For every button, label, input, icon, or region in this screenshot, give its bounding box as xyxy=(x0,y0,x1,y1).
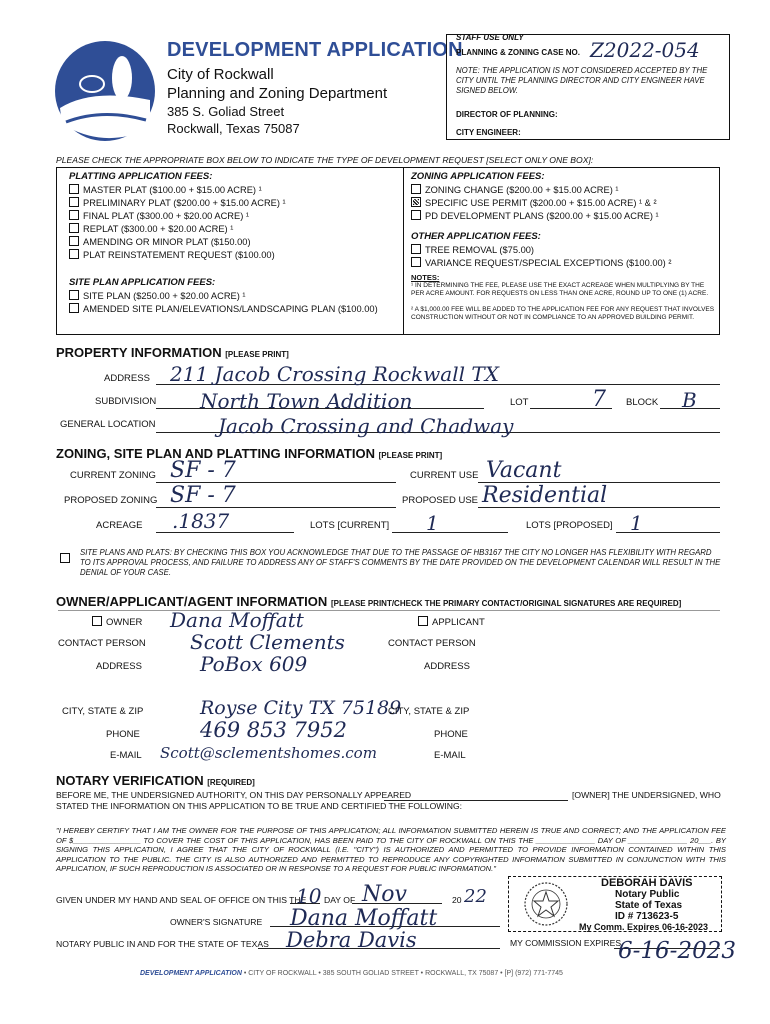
checkbox-icon[interactable] xyxy=(411,257,421,267)
subdivision-label: SUBDIVISION xyxy=(95,396,157,407)
notes-one: ¹ IN DETERMINING THE FEE, PLEASE USE THE EXACT ACREAGE WHEN MULTIPLYING BY THE PER ACRE AMOUNT. FOR REQUESTS ON LESS THAN ONE ACRE, ROUND UP TO ONE (1) ACRE. xyxy=(411,282,709,297)
city-name: City of Rockwall xyxy=(167,66,274,83)
stamp-name: DEBORAH DAVIS xyxy=(601,877,693,889)
notary-stamp xyxy=(508,876,722,932)
platting-fees-list xyxy=(69,184,286,262)
fee-option-preliminary-plat[interactable]: PRELIMINARY PLAT ($200.00 + $15.00 ACRE) ¹ xyxy=(69,197,286,210)
proposed-zoning-label: PROPOSED ZONING xyxy=(64,495,158,506)
given-under-label: GIVEN UNDER MY HAND AND SEAL OF OFFICE ON THIS THE xyxy=(56,895,307,905)
owner-email-value[interactable]: Scott@sclementshomes.com xyxy=(160,744,377,762)
lots-current-value[interactable]: 1 xyxy=(426,511,439,535)
stamp-id: ID # 713623-5 xyxy=(615,911,679,922)
owner-address-value[interactable]: PoBox 609 xyxy=(200,652,308,676)
commission-expires-value[interactable]: 6-16-2023 xyxy=(618,938,736,964)
owner-city-label: CITY, STATE & ZIP xyxy=(62,706,144,717)
proposed-use-label: PROPOSED USE xyxy=(402,495,479,506)
checkbox-icon[interactable] xyxy=(69,197,79,207)
notary-line-one-end: [OWNER] THE UNDERSIGNED, WHO xyxy=(572,790,721,800)
block-value[interactable]: B xyxy=(682,388,697,412)
notes-two: ² A $1,000.00 FEE WILL BE ADDED TO THE APPLICATION FEE FOR ANY REQUEST THAT INVOLVES CONSTRUCTION WITHOUT OR NOT IN COMPLIANCE TO AN APPROVED BUILDING PERMIT. xyxy=(411,306,715,321)
lot-label: LOT xyxy=(510,397,529,408)
checkbox-icon[interactable] xyxy=(418,616,428,626)
acreage-value[interactable]: .1837 xyxy=(172,509,230,533)
fee-option-zoning-change[interactable]: ZONING CHANGE ($200.00 + $15.00 ACRE) ¹ xyxy=(411,184,659,197)
checkbox-icon[interactable] xyxy=(60,553,70,563)
notary-year-value[interactable]: 22 xyxy=(464,886,487,907)
proposed-use-value[interactable]: Residential xyxy=(482,483,608,508)
footer-address: • CITY OF ROCKWALL • 385 SOUTH GOLIAD STREET • ROCKWALL, TX 75087 • [P] (972) 771-7745 xyxy=(241,970,563,977)
staff-note: NOTE: THE APPLICATION IS NOT CONSIDERED ACCEPTED BY THE CITY UNTIL THE PLANNING DIRECTOR AND CITY ENGINEER HAVE SIGNED BELOW. xyxy=(456,66,708,95)
notary-public-label: NOTARY PUBLIC IN AND FOR THE STATE OF TEXAS xyxy=(56,939,269,949)
subdivision-value[interactable]: North Town Addition xyxy=(200,389,413,413)
applicant-phone-label: PHONE xyxy=(434,729,468,740)
stamp-state: State of Texas xyxy=(615,900,683,911)
notary-line-one: BEFORE ME, THE UNDERSIGNED AUTHORITY, ON THIS DAY PERSONALLY APPEARED xyxy=(56,790,412,800)
general-location-label: GENERAL LOCATION xyxy=(60,419,156,430)
case-number-label: PLANNING & ZONING CASE NO. xyxy=(456,48,581,57)
checkbox-icon[interactable] xyxy=(69,184,79,194)
fee-option-specific-use-permit[interactable]: SPECIFIC USE PERMIT ($200.00 + $15.00 ACRE) ¹ & ² xyxy=(411,197,659,210)
platting-fees-heading: PLATTING APPLICATION FEES: xyxy=(69,171,213,182)
footer-text xyxy=(140,970,563,977)
notary-line-two: STATED THE INFORMATION ON THIS APPLICATION TO BE TRUE AND CERTIFIED THE FOLLOWING: xyxy=(56,801,463,811)
general-location-value[interactable]: Jacob Crossing and Chadway xyxy=(218,414,514,438)
texas-seal-icon xyxy=(523,881,569,927)
checkbox-icon[interactable] xyxy=(92,616,102,626)
engineer-label: CITY ENGINEER: xyxy=(456,128,521,137)
proposed-zoning-value[interactable]: SF - 7 xyxy=(170,483,236,508)
form-title: DEVELOPMENT APPLICATION xyxy=(167,39,463,61)
checkbox-icon[interactable] xyxy=(411,244,421,254)
checkbox-icon[interactable] xyxy=(411,210,421,220)
owner-signature: Dana Moffatt xyxy=(290,906,438,931)
fee-option-amended-site-plan[interactable]: AMENDED SITE PLAN/ELEVATIONS/LANDSCAPING PLAN ($100.00) xyxy=(69,303,378,316)
fee-option-plat-reinstatement[interactable]: PLAT REINSTATEMENT REQUEST ($100.00) xyxy=(69,249,286,262)
notary-heading: NOTARY VERIFICATION [REQUIRED] xyxy=(56,773,255,788)
block-label: BLOCK xyxy=(626,397,659,408)
owner-certification: "I HEREBY CERTIFY THAT I AM THE OWNER FOR THE PURPOSE OF THIS APPLICATION; ALL INFORMATION SUBMITTED HEREIN IS TRUE AND CORRECT; AND THE APPLICATION FEE OF $________________ TO COVER THE COST OF THIS APPLICATION, HAS BEEN PAID TO THE CITY OF ROCKWALL ON THIS THE ______________ DAY OF ______________ 20___. BY SIGNING THIS APPLICATION, I AGREE THAT THE CITY OF ROCKWALL (I.E. "CITY") IS AUTHORIZED AND PERMITTED TO PROVIDE INFORMATION CONTAINED WITHIN THIS APPLICATION TO THE PUBLIC. THE CITY IS ALSO AUTHORIZED AND PERMITTED TO REPRODUCE ANY COPYRIGHTED INFORMATION SUBMITTED IN CONJUNCTION WITH THIS APPLICATION, IF SUCH REPRODUCTION IS ASSOCIATED OR IN RESPONSE TO A REQUEST FOR PUBLIC INFORMATION." xyxy=(56,826,726,874)
stamp-expires: My Comm. Expires 06-16-2023 xyxy=(579,922,709,932)
fee-option-amending-plat[interactable]: AMENDING OR MINOR PLAT ($150.00) xyxy=(69,236,286,249)
notary-day-value[interactable]: 10 xyxy=(296,884,322,908)
fee-option-replat[interactable]: REPLAT ($300.00 + $20.00 ACRE) ¹ xyxy=(69,223,286,236)
staff-use-title: STAFF USE ONLY xyxy=(456,33,524,42)
stamp-notary-public: Notary Public xyxy=(615,889,680,900)
owner-signature-label: OWNER'S SIGNATURE xyxy=(170,917,263,927)
checkbox-icon[interactable] xyxy=(69,236,79,246)
owner-value[interactable]: Dana Moffatt xyxy=(170,608,304,632)
applicant-city-label: CITY, STATE & ZIP xyxy=(388,706,470,717)
zoning-info-heading: ZONING, SITE PLAN AND PLATTING INFORMATION [PLEASE PRINT] xyxy=(56,446,443,461)
fee-option-tree-removal[interactable]: TREE REMOVAL ($75.00) xyxy=(411,244,671,257)
site-plan-fees-heading: SITE PLAN APPLICATION FEES: xyxy=(69,277,216,288)
acreage-label: ACREAGE xyxy=(96,520,143,531)
fee-option-master-plat[interactable]: MASTER PLAT ($100.00 + $15.00 ACRE) ¹ xyxy=(69,184,286,197)
notary-signature: Debra Davis xyxy=(286,928,417,952)
checkbox-icon[interactable] xyxy=(69,210,79,220)
notes-heading: NOTES: xyxy=(411,273,440,282)
checkbox-icon[interactable] xyxy=(411,184,421,194)
city-logo xyxy=(52,38,158,144)
owner-email-label: E-MAIL xyxy=(110,750,142,761)
owner-phone-value[interactable]: 469 853 7952 xyxy=(200,718,347,742)
fee-option-pd-development[interactable]: PD DEVELOPMENT PLANS ($200.00 + $15.00 ACRE) ¹ xyxy=(411,210,659,223)
site-plan-fees-list xyxy=(69,290,378,316)
owner-city-value[interactable]: Royse City TX 75189 xyxy=(200,697,402,719)
zoning-fees-heading: ZONING APPLICATION FEES: xyxy=(411,171,545,182)
instruction-text: PLEASE CHECK THE APPROPRIATE BOX BELOW TO INDICATE THE TYPE OF DEVELOPMENT REQUEST [SELECT ONLY ONE BOX]: xyxy=(56,155,594,165)
hb3167-notice: SITE PLANS AND PLATS: BY CHECKING THIS BOX YOU ACKNOWLEDGE THAT DUE TO THE PASSAGE OF HB3167 THE CITY NO LONGER HAS FLEXIBILITY WITH REGARD TO ITS APPROVAL PROCESS, AND FAILURE TO ADDRESS ANY OF STAFF'S COMMENTS BY THE DATE PROVIDED ON THE DEVELOPMENT CALENDAR WILL RESULT IN THE DENIAL OF YOUR CASE. xyxy=(80,548,721,577)
fees-divider xyxy=(403,167,404,335)
contact-person-label: CONTACT PERSON xyxy=(58,638,146,649)
owner-info-heading: OWNER/APPLICANT/AGENT INFORMATION [PLEASE PRINT/CHECK THE PRIMARY CONTACT/ORIGINAL SIGNATURES ARE REQUIRED] xyxy=(56,594,682,609)
fee-option-final-plat[interactable]: FINAL PLAT ($300.00 + $20.00 ACRE) ¹ xyxy=(69,210,286,223)
owner-checkbox[interactable]: OWNER xyxy=(92,616,142,628)
contact-person-value[interactable]: Scott Clements xyxy=(190,630,345,654)
current-use-label: CURRENT USE xyxy=(410,470,479,481)
current-use-value[interactable]: Vacant xyxy=(486,458,562,483)
fee-option-site-plan[interactable]: SITE PLAN ($250.00 + $20.00 ACRE) ¹ xyxy=(69,290,378,303)
applicant-checkbox[interactable]: APPLICANT xyxy=(418,616,485,628)
address-label: ADDRESS xyxy=(104,373,150,384)
lots-current-label: LOTS [CURRENT] xyxy=(310,520,390,531)
other-fees-list xyxy=(411,244,671,270)
applicant-email-label: E-MAIL xyxy=(434,750,466,761)
day-of-label: DAY OF xyxy=(324,895,356,905)
commission-expires-label: MY COMMISSION EXPIRES xyxy=(510,938,622,948)
case-number-value: Z2022-054 xyxy=(590,38,700,62)
current-zoning-label: CURRENT ZONING xyxy=(70,470,156,481)
lots-proposed-value[interactable]: 1 xyxy=(630,511,643,535)
current-zoning-value[interactable]: SF - 7 xyxy=(170,458,236,483)
applicant-address-label: ADDRESS xyxy=(424,661,470,672)
address-value[interactable]: 211 Jacob Crossing Rockwall TX xyxy=(170,362,499,386)
city-state-zip: Rockwall, Texas 75087 xyxy=(167,121,300,136)
fee-option-variance[interactable]: VARIANCE REQUEST/SPECIAL EXCEPTIONS ($100.00) ² xyxy=(411,257,671,270)
checkbox-icon[interactable] xyxy=(69,249,79,259)
footer-brand: DEVELOPMENT APPLICATION xyxy=(140,970,242,977)
lots-proposed-label: LOTS [PROPOSED] xyxy=(526,520,613,531)
notary-month-value[interactable]: Nov xyxy=(362,882,407,907)
department-name: Planning and Zoning Department xyxy=(167,85,388,102)
checkbox-icon[interactable] xyxy=(69,223,79,233)
hb3167-checkbox[interactable] xyxy=(60,549,74,567)
other-fees-heading: OTHER APPLICATION FEES: xyxy=(411,231,541,242)
contact-person-label-applicant: CONTACT PERSON xyxy=(388,638,476,649)
checkbox-checked-icon[interactable] xyxy=(411,197,421,207)
year-prefix: 20 xyxy=(452,895,462,905)
zoning-fees-list xyxy=(411,184,659,223)
checkbox-icon[interactable] xyxy=(69,290,79,300)
checkbox-icon[interactable] xyxy=(69,303,79,313)
owner-address-label: ADDRESS xyxy=(96,661,142,672)
lot-value[interactable]: 7 xyxy=(592,387,606,412)
street-address: 385 S. Goliad Street xyxy=(167,104,285,119)
director-label: DIRECTOR OF PLANNING: xyxy=(456,110,558,119)
owner-phone-label: PHONE xyxy=(106,729,140,740)
property-info-heading: PROPERTY INFORMATION [PLEASE PRINT] xyxy=(56,345,289,360)
